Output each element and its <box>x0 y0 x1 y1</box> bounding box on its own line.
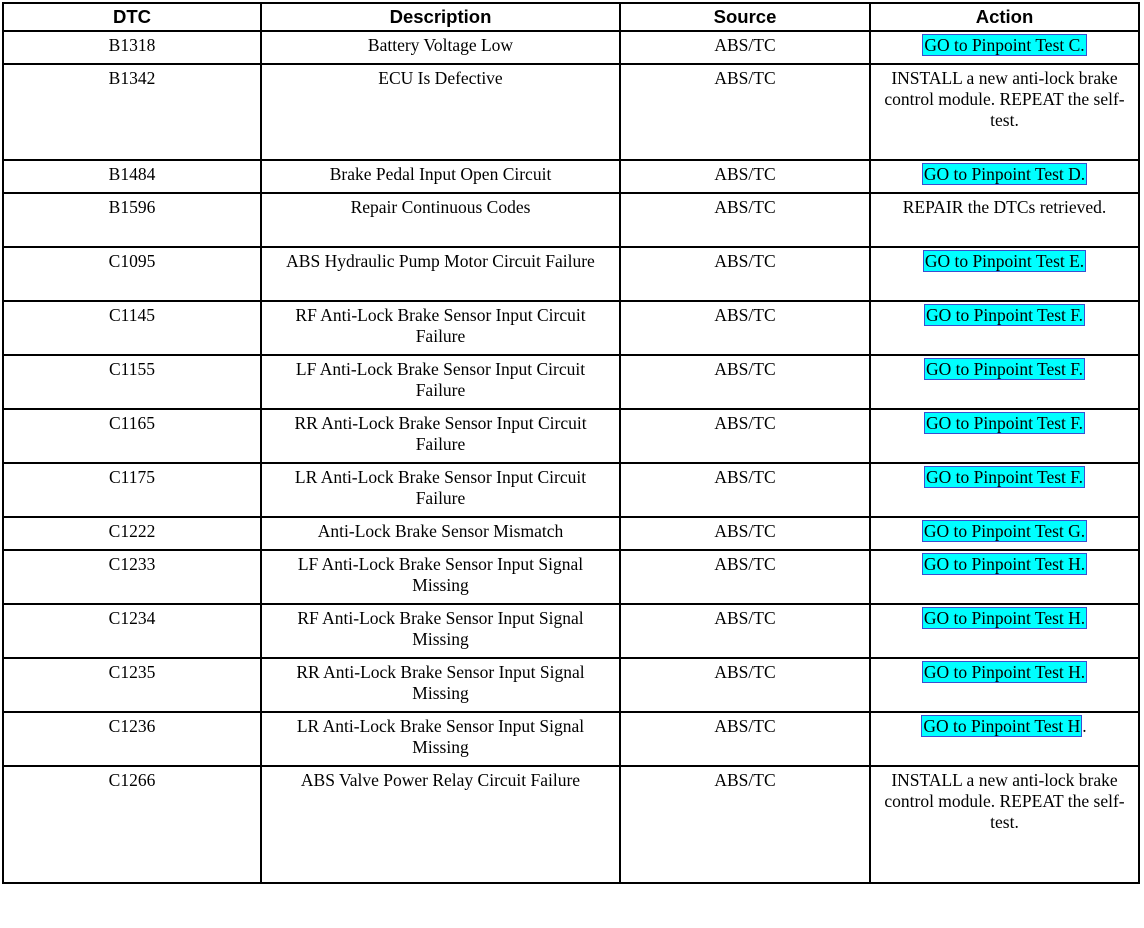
cell-source: ABS/TC <box>620 550 870 604</box>
cell-description: LR Anti-Lock Brake Sensor Input Circuit Failure <box>261 463 620 517</box>
pinpoint-test-link[interactable]: GO to Pinpoint Test D. <box>923 164 1086 184</box>
pinpoint-test-link[interactable]: GO to Pinpoint Test H <box>923 716 1081 736</box>
cell-dtc: C1222 <box>3 517 261 550</box>
pinpoint-test-link[interactable]: GO to Pinpoint Test E. <box>924 251 1085 271</box>
cell-source: ABS/TC <box>620 409 870 463</box>
cell-description: Brake Pedal Input Open Circuit <box>261 160 620 193</box>
cell-dtc: B1342 <box>3 64 261 160</box>
cell-action <box>870 604 1139 658</box>
cell-action <box>870 712 1139 766</box>
cell-source: ABS/TC <box>620 247 870 301</box>
dtc-table <box>2 2 1140 884</box>
cell-action <box>870 658 1139 712</box>
cell-dtc: C1175 <box>3 463 261 517</box>
header-description: Description <box>261 3 620 31</box>
cell-description: ECU Is Defective <box>261 64 620 160</box>
pinpoint-test-link[interactable]: GO to Pinpoint Test F. <box>925 413 1083 433</box>
table-row <box>3 463 1139 517</box>
table-row <box>3 604 1139 658</box>
header-dtc: DTC <box>3 3 261 31</box>
table-row <box>3 193 1139 247</box>
cell-dtc: B1318 <box>3 31 261 64</box>
pinpoint-test-link[interactable]: GO to Pinpoint Test H. <box>923 662 1086 682</box>
table-row <box>3 64 1139 160</box>
cell-source: ABS/TC <box>620 160 870 193</box>
table-row <box>3 766 1139 883</box>
cell-dtc: C1236 <box>3 712 261 766</box>
cell-action <box>870 301 1139 355</box>
pinpoint-test-link[interactable]: GO to Pinpoint Test F. <box>925 305 1083 325</box>
cell-dtc: C1095 <box>3 247 261 301</box>
cell-dtc: B1596 <box>3 193 261 247</box>
cell-action <box>870 409 1139 463</box>
table-row <box>3 658 1139 712</box>
cell-source: ABS/TC <box>620 193 870 247</box>
cell-action <box>870 517 1139 550</box>
pinpoint-test-link[interactable]: GO to Pinpoint Test F. <box>925 359 1083 379</box>
table-row <box>3 31 1139 64</box>
cell-description: LF Anti-Lock Brake Sensor Input Signal Missing <box>261 550 620 604</box>
cell-dtc: C1145 <box>3 301 261 355</box>
cell-action: INSTALL a new anti-lock brake control module. REPEAT the self-test. <box>870 766 1139 883</box>
cell-source: ABS/TC <box>620 712 870 766</box>
trailing-period: . <box>1082 716 1087 736</box>
cell-description: Repair Continuous Codes <box>261 193 620 247</box>
cell-dtc: C1235 <box>3 658 261 712</box>
cell-action <box>870 160 1139 193</box>
cell-description: Anti-Lock Brake Sensor Mismatch <box>261 517 620 550</box>
cell-description: ABS Valve Power Relay Circuit Failure <box>261 766 620 883</box>
cell-source: ABS/TC <box>620 517 870 550</box>
header-action: Action <box>870 3 1139 31</box>
dtc-table-container <box>2 2 1140 884</box>
table-row <box>3 409 1139 463</box>
cell-source: ABS/TC <box>620 301 870 355</box>
cell-description: RR Anti-Lock Brake Sensor Input Signal Missing <box>261 658 620 712</box>
cell-action: REPAIR the DTCs retrieved. <box>870 193 1139 247</box>
table-row <box>3 517 1139 550</box>
cell-action <box>870 463 1139 517</box>
pinpoint-test-link[interactable]: GO to Pinpoint Test F. <box>925 467 1083 487</box>
cell-action <box>870 31 1139 64</box>
table-header-row <box>3 3 1139 31</box>
cell-dtc: C1266 <box>3 766 261 883</box>
cell-dtc: C1234 <box>3 604 261 658</box>
table-row <box>3 355 1139 409</box>
pinpoint-test-link[interactable]: GO to Pinpoint Test C. <box>924 35 1085 55</box>
cell-source: ABS/TC <box>620 658 870 712</box>
table-row <box>3 301 1139 355</box>
table-row <box>3 550 1139 604</box>
header-source: Source <box>620 3 870 31</box>
cell-dtc: C1233 <box>3 550 261 604</box>
cell-description: LF Anti-Lock Brake Sensor Input Circuit Failure <box>261 355 620 409</box>
table-row <box>3 712 1139 766</box>
cell-source: ABS/TC <box>620 31 870 64</box>
cell-action <box>870 355 1139 409</box>
cell-description: RR Anti-Lock Brake Sensor Input Circuit Failure <box>261 409 620 463</box>
pinpoint-test-link[interactable]: GO to Pinpoint Test H. <box>923 608 1086 628</box>
cell-action <box>870 550 1139 604</box>
cell-dtc: B1484 <box>3 160 261 193</box>
table-row <box>3 160 1139 193</box>
pinpoint-test-link[interactable]: GO to Pinpoint Test H. <box>923 554 1086 574</box>
cell-source: ABS/TC <box>620 355 870 409</box>
cell-source: ABS/TC <box>620 604 870 658</box>
cell-source: ABS/TC <box>620 64 870 160</box>
cell-source: ABS/TC <box>620 766 870 883</box>
table-row <box>3 247 1139 301</box>
cell-dtc: C1165 <box>3 409 261 463</box>
cell-description: RF Anti-Lock Brake Sensor Input Circuit Failure <box>261 301 620 355</box>
cell-action <box>870 247 1139 301</box>
pinpoint-test-link[interactable]: GO to Pinpoint Test G. <box>923 521 1086 541</box>
cell-description: ABS Hydraulic Pump Motor Circuit Failure <box>261 247 620 301</box>
cell-source: ABS/TC <box>620 463 870 517</box>
cell-description: LR Anti-Lock Brake Sensor Input Signal Missing <box>261 712 620 766</box>
cell-description: RF Anti-Lock Brake Sensor Input Signal Missing <box>261 604 620 658</box>
cell-description: Battery Voltage Low <box>261 31 620 64</box>
cell-dtc: C1155 <box>3 355 261 409</box>
cell-action: INSTALL a new anti-lock brake control module. REPEAT the self-test. <box>870 64 1139 160</box>
